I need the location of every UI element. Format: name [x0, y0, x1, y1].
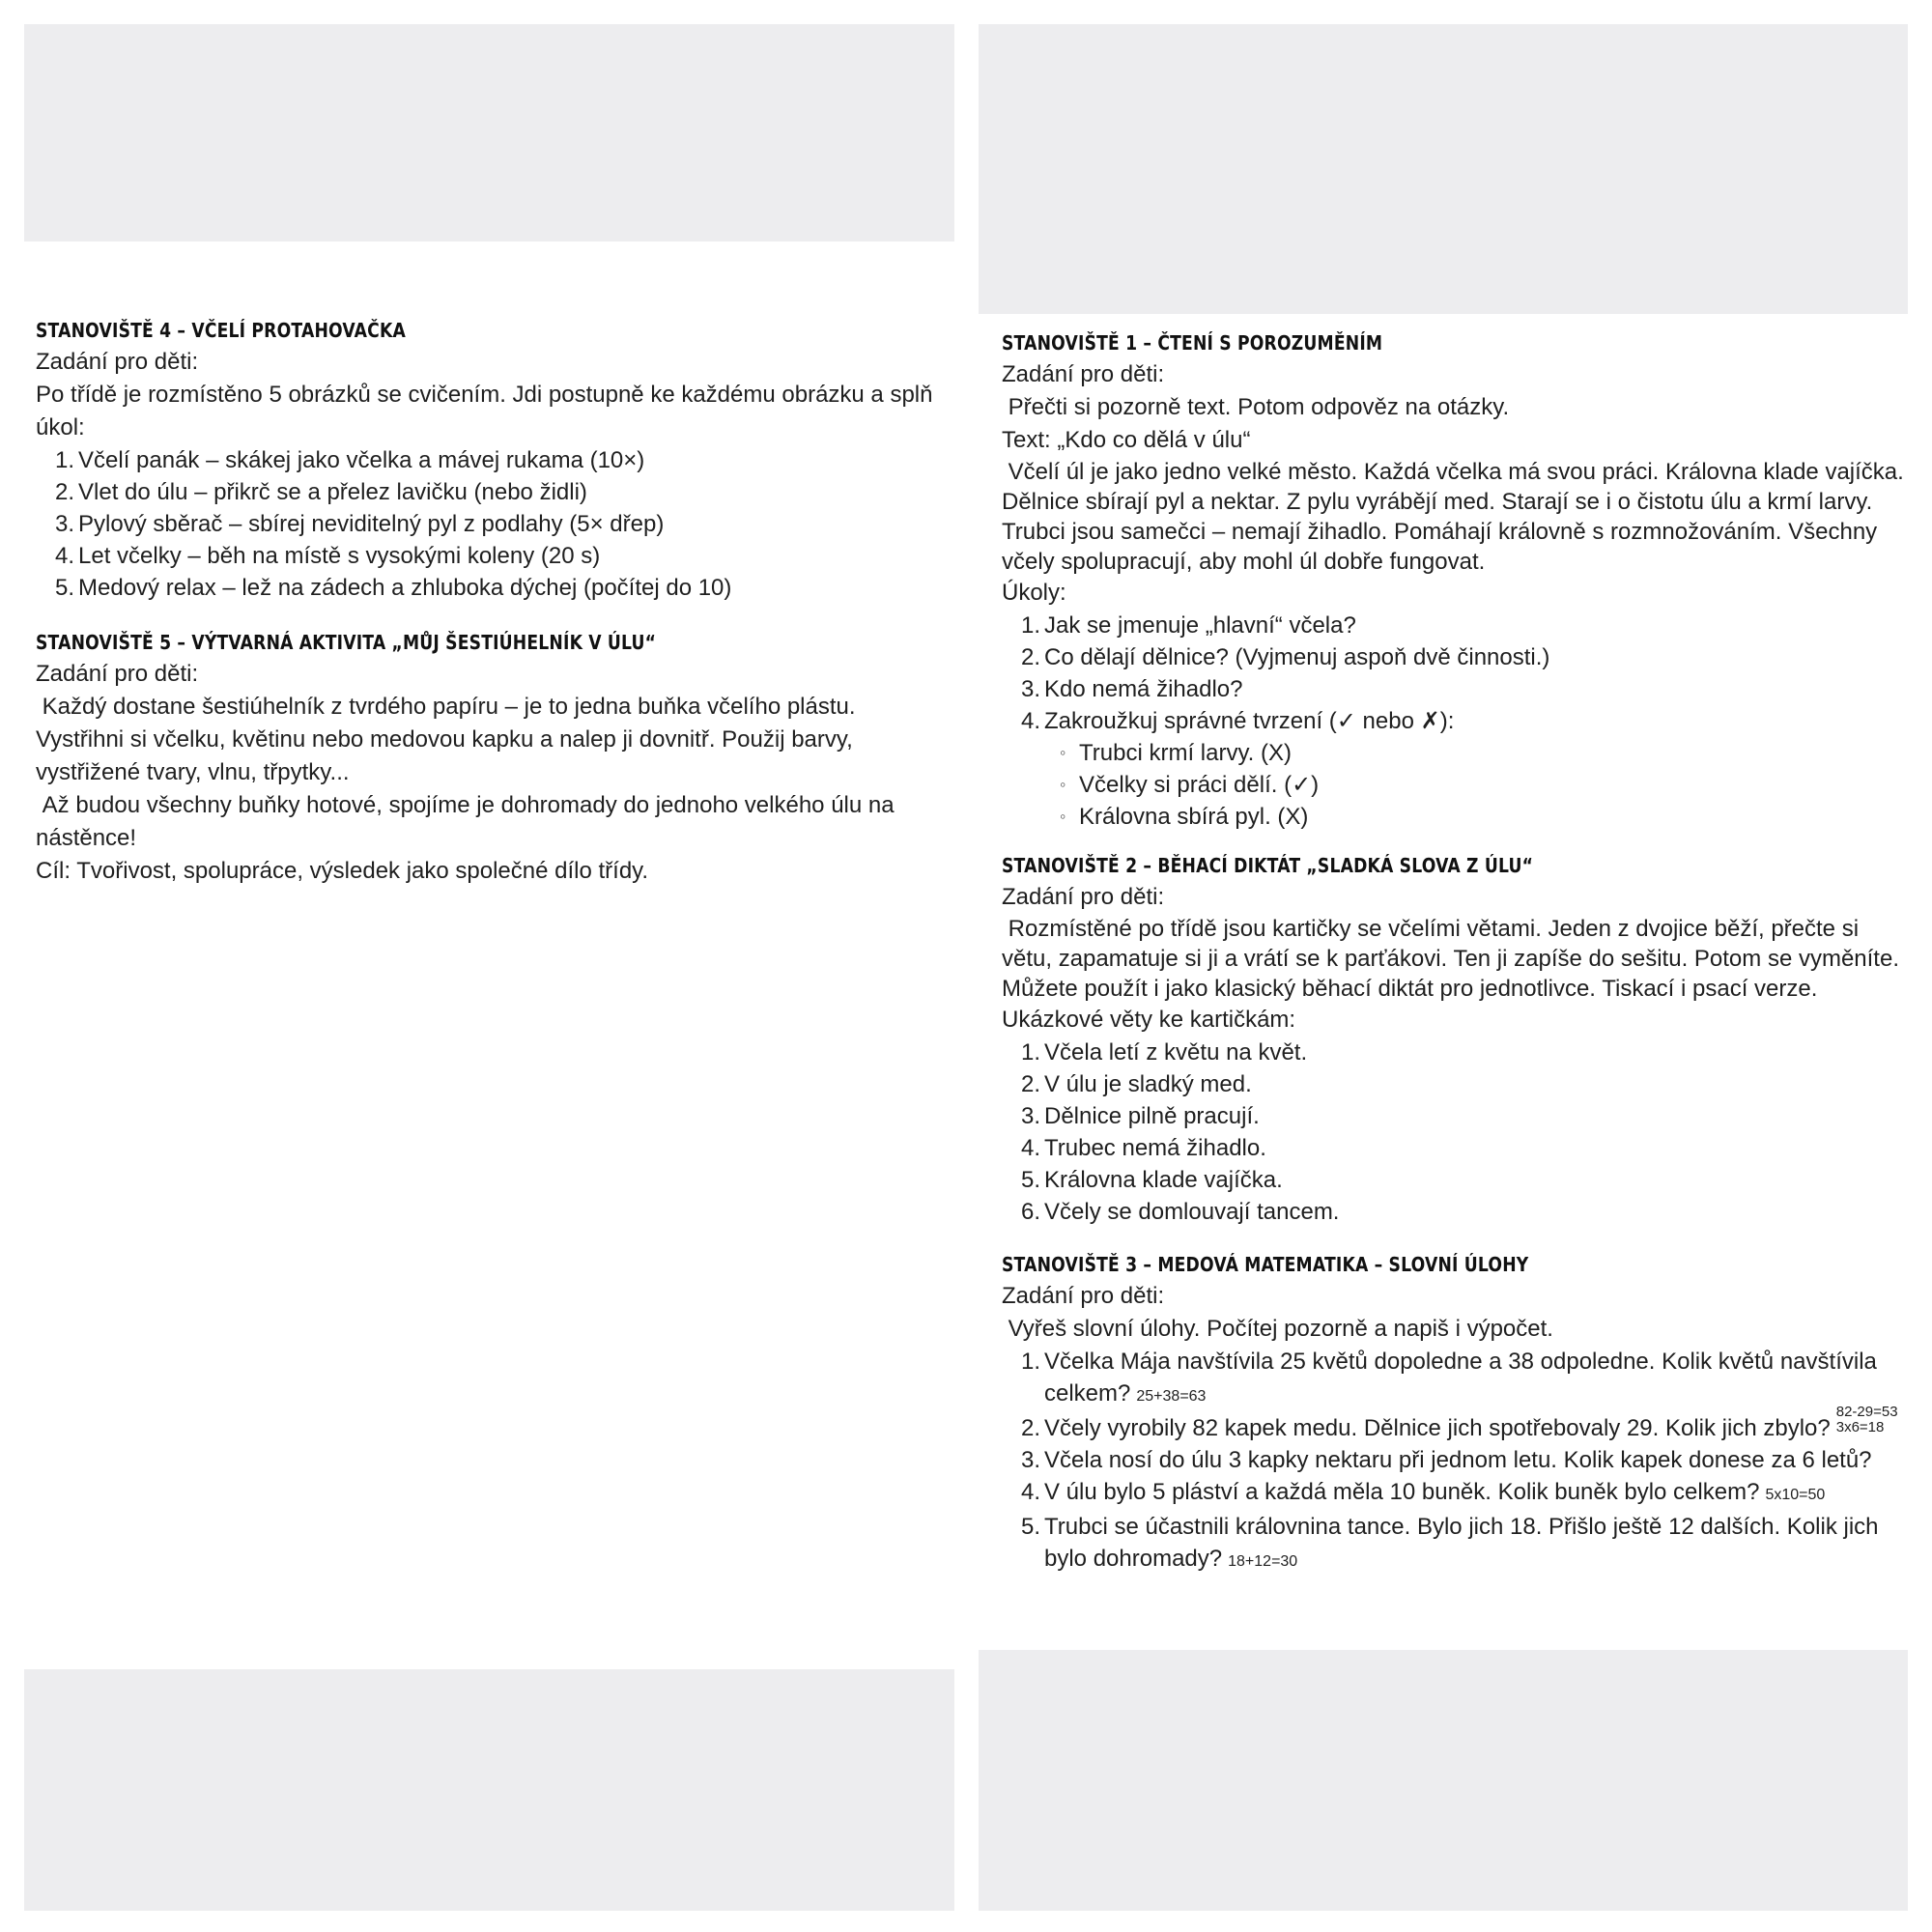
list-item: 2. Vlet do úlu – přikrč se a přelez lavičku (nebo židli): [54, 479, 587, 505]
list-item: 4. Trubec nemá žihadlo.: [1020, 1135, 1266, 1161]
station-3-instruction: Vyřeš slovní úlohy. Počítej pozorně a napiš i výpočet.: [1002, 1316, 1553, 1342]
left-top-shade: [24, 24, 954, 242]
list-item: ◦ Královna sbírá pyl. (X): [1060, 801, 1915, 833]
list-item: ◦ Trubci krmí larvy. (X): [1060, 737, 1915, 769]
station-5-goal: Cíl: Tvořivost, spolupráce, výsledek jako společné dílo třídy.: [36, 858, 649, 884]
handwritten-answer: 3x6=18: [1835, 1419, 1885, 1435]
handwritten-answer: 18+12=30: [1228, 1553, 1298, 1570]
station-3: [1002, 1253, 1915, 1577]
station-5-paragraph-2: Až budou všechny buňky hotové, spojíme je dohromady do jednoho velkého úlu na nástěnce!: [36, 792, 901, 851]
list-item: 3. Kdo nemá žihadlo?: [1020, 676, 1243, 702]
station-1-text-title: Text: „Kdo co dělá v úlu“: [1002, 427, 1251, 453]
right-bottom-shade: [979, 1650, 1908, 1911]
list-item: 4. Zakroužkuj správné tvrzení (✓ nebo ✗):: [1020, 708, 1455, 734]
station-5-paragraph-1: Každý dostane šestiúhelník z tvrdého papíru – je to jedna buňka včelího plástu. Vystřihni si včelku, květinu nebo medovou kapku a nalep ji dovnitř. Použij barvy, vystřižené tvary, vlnu, třpytky...: [36, 694, 863, 785]
right-top-shade: [979, 24, 1908, 314]
station-4-assign-label: Zadání pro děti:: [36, 349, 199, 375]
handwritten-answer: 5x10=50: [1765, 1487, 1826, 1503]
station-5-heading: STANOVIŠTĚ 5 – VÝTVARNÁ AKTIVITA „MŮJ ŠESTIÚHELNÍK V ÚLU“: [36, 631, 657, 654]
list-item: 1. Včelí panák – skákej jako včelka a mávej rukama (10×): [54, 447, 645, 473]
list-item: 6. Včely se domlouvají tancem.: [1020, 1199, 1340, 1225]
list-item: 3. Pylový sběrač – sbírej neviditelný pyl z podlahy (5× dřep): [54, 511, 665, 537]
left-bottom-shade: [24, 1669, 954, 1911]
station-2-heading: STANOVIŠTĚ 2 – BĚHACÍ DIKTÁT „SLADKÁ SLOVA Z ÚLU“: [1002, 854, 1534, 877]
station-2: [1002, 854, 1915, 1228]
station-1-instruction: Přečti si pozorně text. Potom odpověz na otázky.: [1002, 394, 1510, 420]
station-2-sentence-list: [1002, 1037, 1915, 1228]
list-item: 1. Včela letí z květu na květ.: [1020, 1039, 1308, 1065]
list-item: 5. Královna klade vajíčka.: [1020, 1167, 1283, 1193]
handwritten-answer: 82-29=53: [1835, 1404, 1898, 1420]
station-1-task-list: [1002, 610, 1915, 737]
station-4-heading: STANOVIŠTĚ 4 – VČELÍ PROTAHOVAČKA: [36, 319, 406, 342]
station-4-exercise-list: [36, 444, 949, 604]
list-item: 5. Medový relax – lež na zádech a zhluboka dýchej (počítej do 10): [54, 575, 732, 601]
list-item: 3. Dělnice pilně pracují.: [1020, 1103, 1260, 1129]
station-3-heading: STANOVIŠTĚ 3 – MEDOVÁ MATEMATIKA – SLOVNÍ ÚLOHY: [1002, 1253, 1529, 1276]
station-3-problem-list: [1002, 1346, 1915, 1577]
list-item: 2. V úlu je sladký med.: [1020, 1071, 1252, 1097]
station-5-assign-label: Zadání pro děti:: [36, 661, 199, 687]
list-item: 2. Co dělají dělnice? (Vyjmenuj aspoň dvě činnosti.): [1020, 644, 1550, 670]
station-2-examples-label: Ukázkové věty ke kartičkám:: [1002, 1007, 1296, 1033]
list-item: 4. V úlu bylo 5 pláství a každá měla 10 buněk. Kolik buněk bylo celkem? 5x10=50: [1020, 1479, 1826, 1505]
station-1-assign-label: Zadání pro děti:: [1002, 361, 1165, 387]
station-4-intro: Po třídě je rozmístěno 5 obrázků se cvičením. Jdi postupně ke každému obrázku a splň úkol:: [36, 382, 940, 440]
station-1-text-body: Včelí úl je jako jedno velké město. Každá včelka má svou práci. Královna klade vajíčka. Dělnice sbírají pyl a nektar. Z pylu vyrábějí med. Starají se i o čistotu úlu a krmí larvy. Trubci jsou samečci – nemají žihadlo. Pomáhají královně s rozmnožováním. Všechny včely spolupracují, aby mohl úl dobře fungovat.: [1002, 459, 1911, 575]
station-2-body: Rozmístěné po třídě jsou kartičky se včelími větami. Jeden z dvojice běží, přečte si větu, zapamatuje si ji a vrátí se k parťákovi. Ten ji zapíše do sešitu. Potom se vyměníte. Můžete použít i jako klasický běhací diktát pro jednotlivce. Tiskací i psací verze.: [1002, 916, 1906, 1002]
station-1-statement-list: [1002, 737, 1915, 833]
station-1-heading: STANOVIŠTĚ 1 – ČTENÍ S POROZUMĚNÍM: [1002, 331, 1383, 355]
list-item: 1. Jak se jmenuje „hlavní“ včela?: [1020, 612, 1356, 639]
station-5: [36, 631, 949, 888]
station-2-assign-label: Zadání pro děti:: [1002, 884, 1165, 910]
station-3-assign-label: Zadání pro děti:: [1002, 1283, 1165, 1309]
station-4: [36, 319, 949, 604]
handwritten-answer: 25+38=63: [1136, 1388, 1207, 1405]
left-page: [36, 319, 949, 888]
list-item: 4. Let včelky – běh na místě s vysokými koleny (20 s): [54, 543, 601, 569]
station-1: [1002, 331, 1915, 833]
list-item: 5. Trubci se účastnili královnina tance. Bylo jich 18. Přišlo ještě 12 dalších. Kolik jich bylo dohromady? 18+12=30: [1020, 1514, 1879, 1572]
right-page: [1002, 331, 1915, 1577]
list-item: 3. Včela nosí do úlu 3 kapky nektaru při jednom letu. Kolik kapek donese za 6 letů?: [1020, 1447, 1872, 1473]
list-item: 1. Včelka Mája navštívila 25 květů dopoledne a 38 odpoledne. Kolik květů navštívila celkem? 25+38=63: [1020, 1349, 1877, 1406]
list-item: 2. Včely vyrobily 82 kapek medu. Dělnice jich spotřebovaly 29. Kolik jich zbylo?82-29=53 3x6=18: [1020, 1404, 1898, 1441]
station-1-tasks-label: Úkoly:: [1002, 580, 1066, 606]
list-item: ◦ Včelky si práci dělí. (✓): [1060, 769, 1915, 801]
